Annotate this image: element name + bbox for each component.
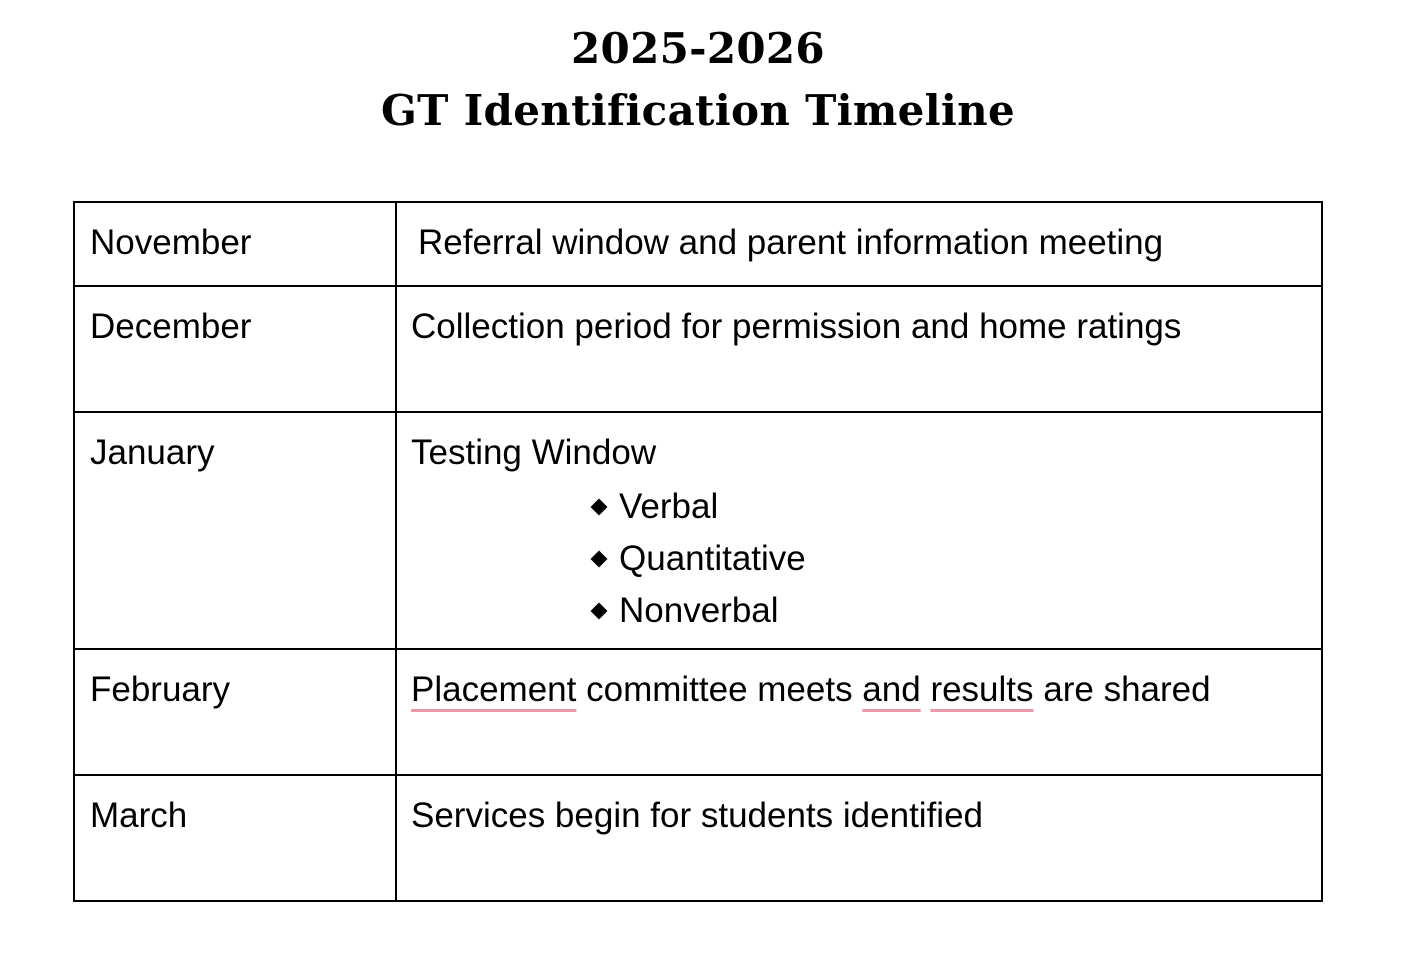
list-item-label: Nonverbal [619, 591, 779, 630]
list-item [593, 585, 1321, 637]
diamond-bullet-icon [591, 551, 608, 568]
list-item-label: Quantitative [619, 539, 806, 578]
month-cell [74, 286, 396, 412]
month-label: November [90, 223, 252, 262]
table-row [74, 412, 1322, 649]
spellcheck-flagged-word[interactable]: and [862, 670, 921, 709]
month-label: March [90, 796, 188, 835]
document-title [0, 18, 1396, 142]
event-cell [396, 286, 1322, 412]
diamond-bullet-icon [591, 499, 608, 516]
event-description: Collection period for permission and home ratings [411, 307, 1182, 346]
event-description: Services begin for students identified [411, 796, 983, 835]
timeline-table [73, 201, 1323, 902]
event-text-segment: committee meets [576, 670, 863, 709]
event-description [397, 650, 1321, 712]
month-label: January [90, 433, 215, 472]
event-cell [396, 775, 1322, 901]
list-item [593, 533, 1321, 585]
testing-subjects-list [397, 481, 1321, 637]
event-cell [396, 202, 1322, 286]
list-item-label: Verbal [619, 487, 719, 526]
spellcheck-flagged-word[interactable]: Placement [411, 670, 577, 709]
event-cell [396, 412, 1322, 649]
month-cell [74, 649, 396, 775]
table-row [74, 649, 1322, 775]
month-cell [74, 775, 396, 901]
table-row [74, 286, 1322, 412]
list-item [593, 481, 1321, 533]
month-cell [74, 412, 396, 649]
title-main: GT Identification Timeline [380, 86, 1016, 135]
month-label: February [90, 670, 231, 709]
table-row [74, 202, 1322, 286]
spellcheck-flagged-word[interactable]: results [930, 670, 1034, 709]
month-label: December [90, 307, 252, 346]
event-description: Referral window and parent information meeting [418, 223, 1164, 262]
event-text-segment [921, 670, 931, 709]
table-row [74, 775, 1322, 901]
event-cell [396, 649, 1322, 775]
month-cell [74, 202, 396, 286]
title-year-range: 2025-2026 [571, 24, 825, 73]
diamond-bullet-icon [591, 603, 608, 620]
event-description: Testing Window [411, 433, 657, 472]
event-text-segment: are shared [1033, 670, 1211, 709]
